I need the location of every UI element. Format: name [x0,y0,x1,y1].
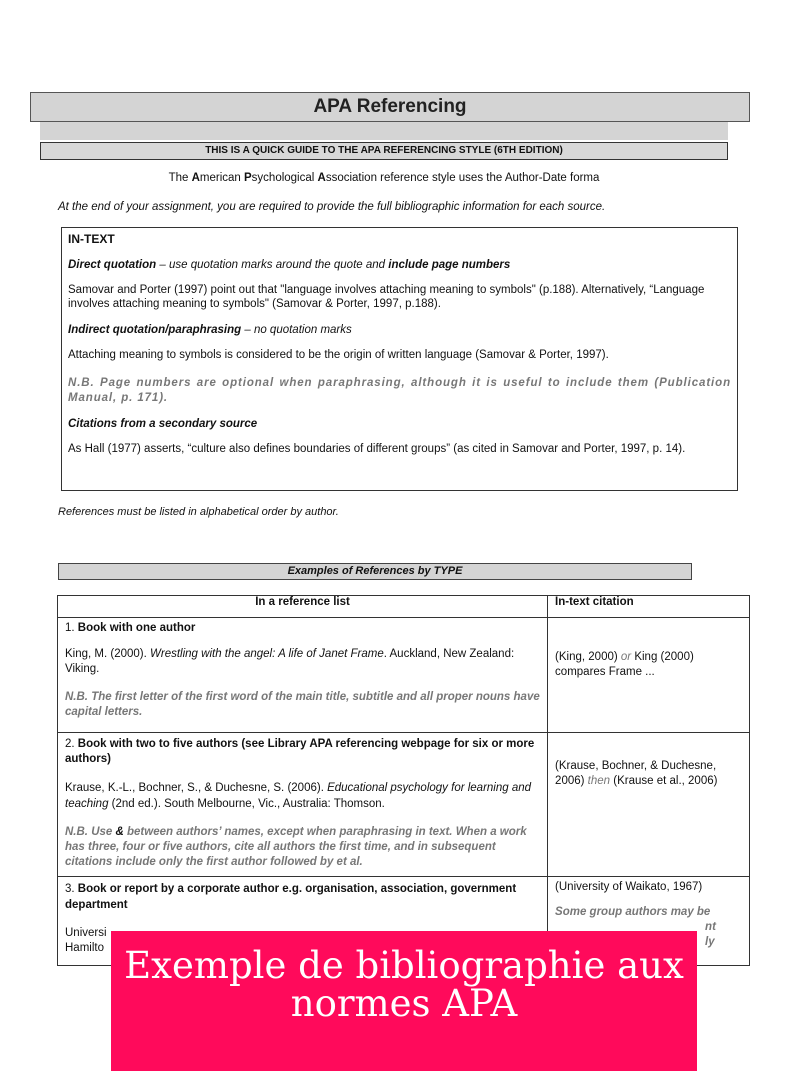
intro-text: ssociation reference style uses the Author-Date forma [325,172,600,184]
references-note: References must be listed in alphabetical order by author. [58,506,339,518]
banner-text: Exemple de bibliographie aux normes APA [124,944,684,1025]
citation-text [555,650,742,680]
indirect-quotation-line [68,324,731,336]
examples-title: Examples of References by TYPE [287,565,463,577]
direct-example: Samovar and Porter (1997) point out that "language involves attaching meaning to symbols" (p.188). Alternatively, “Language involves attaching meaning to symbols" (Samovar & Porter, 1997, p.188). [68,284,705,310]
intro-letter: P [244,172,252,184]
assignment-note: At the end of your assignment, you are required to provide the full bibliographic information for each source. [58,201,606,213]
note-text: nt [705,921,716,933]
row-number: 3. [65,883,78,895]
row-heading-text: Book with one author [77,622,196,634]
row-heading-text: Book with two to five authors (see Library APA referencing webpage for six or more authors) [65,738,535,765]
ref-text: (2nd ed.). South Melbourne, Vic., Australia: Thomson. [108,798,385,810]
ref-text: . Auckland, New Zealand: Viking. [65,648,515,675]
title-bar [30,92,750,122]
row-heading [65,622,540,634]
reference-cell [58,733,548,877]
table-row [58,733,750,877]
reference-entry [65,647,540,677]
direct-quotation-line [68,259,731,271]
cite-text: (King, 2000) [555,651,621,663]
col-in-text-citation: In-text citation [548,596,750,618]
row-heading [65,737,540,767]
row-heading-text: Book or report by a corporate author e.g. organisation, association, government department [65,883,517,911]
citation-text: (University of Waikato, 1967) [555,881,703,893]
direct-emph: include page numbers [388,259,511,271]
intro-letter: A [317,172,326,184]
col-reference-list: In a reference list [58,596,548,618]
ref-text: Universi [65,927,107,939]
caption-banner [111,931,697,1071]
page-title: APA Referencing [313,96,467,117]
ref-title: Educational psychology for learning and teaching [65,782,532,810]
intro-line [40,172,728,184]
indirect-example: Attaching meaning to symbols is considered to be the origin of written language (Samovar & Porter, 1997). [68,349,609,361]
note-ampersand: & [115,826,124,838]
citation-text [555,759,742,789]
row-number: 2. [65,738,78,750]
cite-text: (Krause et al., 2006) [610,775,718,787]
examples-title-bar [58,563,692,580]
page-number-note: N.B. Page numbers are optional when paraphrasing, although it is useful to include them (Publication Manual, p. 171). [68,377,731,404]
in-text-box [61,227,738,491]
row-heading [65,881,540,913]
title-shade [40,122,728,140]
secondary-source-label: Citations from a secondary source [68,418,258,430]
intro-text: The [168,172,192,184]
intro-text: sychological [251,172,318,184]
ref-title: Wrestling with the angel: A life of Janet Frame [150,648,384,660]
citation-cell [548,733,750,877]
note-text: Some group authors may be [555,906,711,918]
citation-cell [548,618,750,733]
direct-label: Direct quotation [68,259,157,271]
table-header-row [58,596,750,618]
row-note [65,825,540,870]
in-text-heading: IN-TEXT [68,232,115,246]
reference-examples-table [57,595,750,966]
ref-text: Krause, K.-L., Bochner, S., & Duchesne, S. (2006). [65,782,328,794]
note-text: ly [705,936,715,948]
indirect-desc: – no quotation marks [241,324,352,336]
note-text: N.B. Use [65,826,116,838]
note-text: between authors’ names, except when paraphrasing in text. When a work has three, four or five authors, cite all authors the first time, and in subsequent citations include only the first author followed by et al. [65,826,527,868]
intro-letter: A [191,172,200,184]
reference-entry [65,780,540,812]
ref-text: King, M. (2000). [65,648,151,660]
cite-conj: then [587,775,611,787]
cite-text: (Krause, Bochner, & Duchesne, 2006) [555,760,717,787]
page-subtitle: THIS IS A QUICK GUIDE TO THE APA REFERENCING STYLE (6TH EDITION) [205,145,563,156]
cite-conj: or [620,651,632,663]
row-number: 1. [65,622,78,634]
row-note: N.B. The first letter of the first word of the main title, subtitle and all proper nouns have capital letters. [65,691,540,718]
intro-text: merican [199,172,244,184]
subtitle-bar [40,142,728,160]
ref-text: Hamilto [65,942,104,954]
cite-text: King (2000) compares Frame ... [555,651,694,678]
secondary-example: As Hall (1977) asserts, “culture also defines boundaries of different groups” (as cited in Samovar and Porter, 1997, p. 14). [68,443,686,455]
indirect-label: Indirect quotation/paraphrasing [68,324,242,336]
direct-desc: – use quotation marks around the quote and [156,259,389,271]
table-row [58,618,750,733]
reference-cell [58,618,548,733]
